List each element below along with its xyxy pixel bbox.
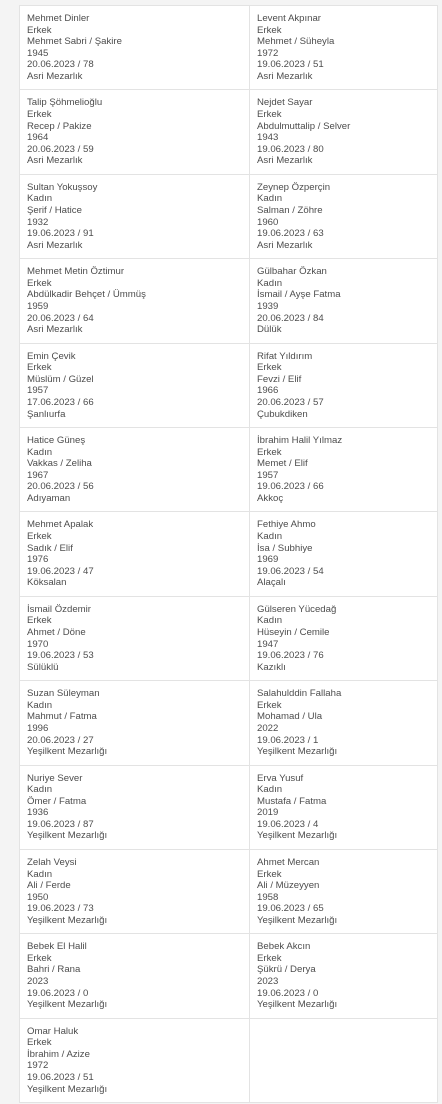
record-cemetery: Şanlıurfa [27,408,66,420]
record-date-age: 19.06.2023 / 65 [257,903,324,915]
record-cemetery: Yeşilkent Mezarlığı [27,830,108,842]
record-cemetery: Sülüklü [27,661,59,673]
record-card [250,6,438,90]
record-birth-year: 1957 [27,385,49,397]
record-name: İsmail Özdemir [27,603,91,615]
record-cemetery: Akkoç [257,492,284,504]
record-birth-year: 2022 [257,722,279,734]
record-card [20,6,250,90]
record-name: Sultan Yokuşsoy [27,181,98,193]
record-parents: Ali / Müzeyyen [257,880,320,892]
record-cemetery: Asri Mezarlık [257,239,313,251]
record-name: Gülbahar Özkan [257,266,327,278]
record-gender: Erkek [27,952,52,964]
record-gender: Erkek [257,699,282,711]
record-parents: Sadık / Elif [27,542,73,554]
record-card [250,90,438,174]
record-gender: Kadın [27,699,53,711]
record-birth-year: 1967 [27,469,49,481]
record-name: Salahulddin Fallaha [257,688,342,700]
record-date-age: 19.06.2023 / 80 [257,143,324,155]
record-gender: Erkek [257,952,282,964]
record-date-age: 19.06.2023 / 51 [257,59,324,71]
record-card [20,344,250,428]
record-date-age: 17.06.2023 / 66 [27,396,94,408]
record-name: Bebek El Halil [27,941,87,953]
record-date-age: 20.06.2023 / 57 [257,396,324,408]
record-cemetery: Asri Mezarlık [257,70,313,82]
record-birth-year: 2023 [27,976,49,988]
record-birth-year: 1969 [257,554,279,566]
record-birth-year: 1970 [27,638,49,650]
record-date-age: 19.06.2023 / 66 [257,481,324,493]
record-name: Talip Şöhmelioğlu [27,97,103,109]
record-parents: İbrahim / Azize [27,1048,90,1060]
record-date-age: 20.06.2023 / 56 [27,481,94,493]
record-name: Mehmet Dinler [27,13,90,24]
record-parents: Ömer / Fatma [27,795,87,807]
record-name: Rifat Yıldırım [257,350,313,362]
record-gender: Kadın [257,193,283,205]
record-name: Nuriye Sever [27,772,83,784]
record-date-age: 20.06.2023 / 27 [27,734,94,746]
record-date-age: 19.06.2023 / 1 [257,734,319,746]
record-gender: Kadın [27,193,53,205]
record-cemetery: Yeşilkent Mezarlığı [27,1083,108,1095]
record-parents: Salman / Zöhre [257,204,323,216]
record-cemetery: Asri Mezarlık [27,239,83,251]
death-records-grid [19,5,438,1103]
record-name: Zelah Veysi [27,856,77,868]
record-birth-year: 1966 [257,385,279,397]
record-card [250,175,438,259]
record-birth-year: 2023 [257,976,279,988]
record-birth-year: 1950 [27,891,49,903]
record-birth-year: 1943 [257,132,279,144]
record-name: Levent Akpınar [257,13,322,24]
record-name: Bebek Akcın [257,941,311,953]
record-gender: Erkek [27,1037,52,1049]
record-card [250,597,438,681]
record-parents: Mehmet Sabri / Şakire [27,36,122,48]
record-birth-year: 1932 [27,216,49,228]
record-card [20,1019,250,1103]
record-card [20,259,250,343]
record-gender: Erkek [27,615,52,627]
record-parents: Bahri / Rana [27,964,81,976]
record-birth-year: 1936 [27,807,49,819]
record-gender: Erkek [257,446,282,458]
record-date-age: 19.06.2023 / 54 [257,565,324,577]
record-gender: Kadın [257,530,283,542]
record-parents: Abdülkadir Behçet / Ümmüş [27,289,146,301]
record-date-age: 19.06.2023 / 4 [257,818,319,830]
record-gender: Erkek [257,24,282,36]
record-parents: Memet / Elif [257,458,308,470]
record-name: Suzan Süleyman [27,688,100,700]
record-gender: Erkek [27,362,52,374]
record-card [250,344,438,428]
record-cemetery: Kazıklı [257,661,286,673]
record-birth-year: 1947 [257,638,279,650]
record-gender: Erkek [257,108,282,120]
record-name: Gülseren Yücedağ [257,603,337,615]
record-birth-year: 2019 [257,807,279,819]
record-card [250,934,438,1018]
record-gender: Kadın [257,784,283,796]
record-birth-year: 1945 [27,47,49,59]
record-card [20,850,250,934]
record-cemetery: Asri Mezarlık [27,70,83,82]
record-name: Ahmet Mercan [257,856,320,868]
empty-cell [250,1019,438,1103]
record-parents: Ahmet / Döne [27,626,86,638]
record-birth-year: 1976 [27,554,49,566]
record-card [20,512,250,596]
record-cemetery: Asri Mezarlık [27,155,83,167]
record-birth-year: 1958 [257,891,279,903]
record-name: Mehmet Metin Öztimur [27,266,125,278]
record-birth-year: 1972 [27,1060,49,1072]
record-card [20,766,250,850]
record-date-age: 19.06.2023 / 47 [27,565,94,577]
record-cemetery: Yeşilkent Mezarlığı [257,999,338,1011]
record-gender: Kadın [27,446,53,458]
record-gender: Erkek [257,362,282,374]
record-name: Mehmet Apalak [27,519,94,531]
record-cemetery: Yeşilkent Mezarlığı [257,746,338,758]
record-parents: Abdulmuttalip / Selver [257,120,351,132]
record-card [20,681,250,765]
record-parents: Mohamad / Ula [257,711,323,723]
record-gender: Erkek [27,277,52,289]
record-card [20,90,250,174]
record-birth-year: 1939 [257,300,279,312]
record-parents: Vakkas / Zeliha [27,458,92,470]
record-parents: İsmail / Ayşe Fatma [257,289,341,301]
record-parents: İsa / Subhiye [257,542,313,554]
record-name: Omar Haluk [27,1025,79,1037]
record-date-age: 20.06.2023 / 64 [27,312,94,324]
record-gender: Kadın [27,868,53,880]
record-date-age: 19.06.2023 / 0 [27,987,89,999]
record-name: Zeynep Özperçin [257,181,331,193]
record-gender: Kadın [27,784,53,796]
record-card [20,597,250,681]
record-gender: Kadın [257,615,283,627]
record-date-age: 19.06.2023 / 63 [257,228,324,240]
record-card [250,681,438,765]
record-cemetery: Yeşilkent Mezarlığı [27,914,108,926]
record-card [250,259,438,343]
record-date-age: 20.06.2023 / 59 [27,143,94,155]
record-name: Fethiye Ahmo [257,519,316,531]
record-date-age: 19.06.2023 / 76 [257,650,324,662]
record-parents: Fevzi / Elif [257,373,302,385]
record-parents: Mustafa / Fatma [257,795,327,807]
record-birth-year: 1959 [27,300,49,312]
record-cemetery: Yeşilkent Mezarlığı [27,746,108,758]
record-birth-year: 1972 [257,47,279,59]
record-date-age: 19.06.2023 / 53 [27,650,94,662]
record-gender: Erkek [27,530,52,542]
record-name: İbrahim Halil Yılmaz [257,434,343,446]
record-cemetery: Çubukdiken [257,408,308,420]
record-cemetery: Dülük [257,324,282,336]
record-parents: Hüseyin / Cemile [257,626,330,638]
record-parents: Şükrü / Derya [257,964,316,976]
record-card [250,512,438,596]
record-parents: Şerif / Hatice [27,204,82,216]
record-cemetery: Asri Mezarlık [27,324,83,336]
record-date-age: 19.06.2023 / 91 [27,228,94,240]
record-cemetery: Asri Mezarlık [257,155,313,167]
record-date-age: 19.06.2023 / 73 [27,903,94,915]
record-name: Nejdet Sayar [257,97,313,109]
record-birth-year: 1996 [27,722,49,734]
record-parents: Mahmut / Fatma [27,711,97,723]
record-date-age: 20.06.2023 / 78 [27,59,94,71]
record-cemetery: Adıyaman [27,492,71,504]
record-date-age: 20.06.2023 / 84 [257,312,324,324]
record-card [20,428,250,512]
record-birth-year: 1964 [27,132,49,144]
record-cemetery: Yeşilkent Mezarlığı [257,914,338,926]
record-parents: Mehmet / Süheyla [257,36,335,48]
record-parents: Ali / Ferde [27,880,71,892]
record-card [250,428,438,512]
record-name: Hatice Güneş [27,434,86,446]
record-card [20,934,250,1018]
record-card [250,850,438,934]
record-name: Erva Yusuf [257,772,304,784]
record-date-age: 19.06.2023 / 0 [257,987,319,999]
record-gender: Erkek [257,868,282,880]
record-cemetery: Köksalan [27,577,67,589]
record-gender: Erkek [27,24,52,36]
record-date-age: 19.06.2023 / 87 [27,818,94,830]
record-birth-year: 1957 [257,469,279,481]
record-parents: Müslüm / Güzel [27,373,94,385]
record-cemetery: Yeşilkent Mezarlığı [257,830,338,842]
record-parents: Recep / Pakize [27,120,92,132]
record-gender: Kadın [257,277,283,289]
record-card [20,175,250,259]
record-date-age: 19.06.2023 / 51 [27,1072,94,1084]
record-cemetery: Alaçalı [257,577,286,589]
record-name: Emin Çevik [27,350,76,362]
record-card [250,766,438,850]
record-cemetery: Yeşilkent Mezarlığı [27,999,108,1011]
record-birth-year: 1960 [257,216,279,228]
record-gender: Erkek [27,108,52,120]
